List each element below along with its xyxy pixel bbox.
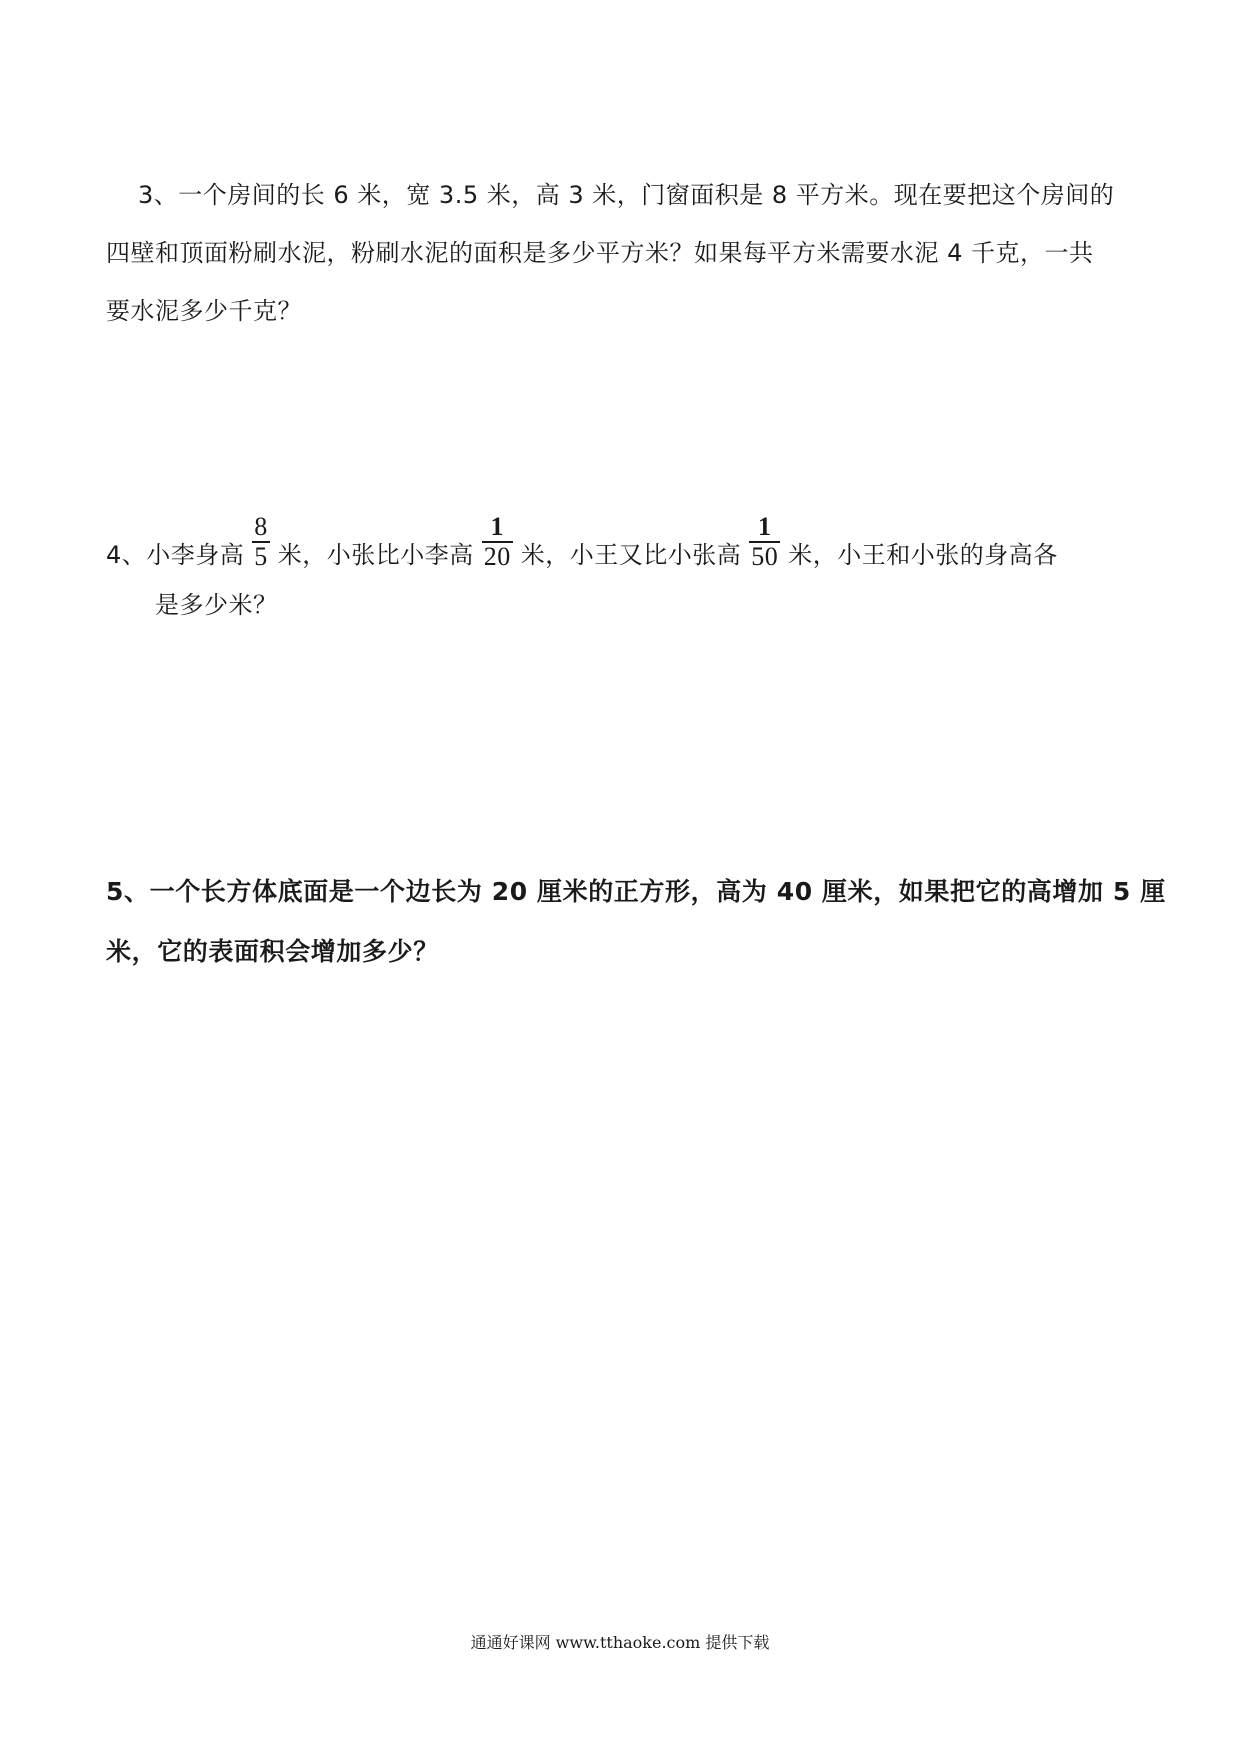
q4-line-1 (106, 512, 1058, 585)
q4-text-part4: 米，小王和小张的身高各 (788, 541, 1058, 569)
fraction-numerator: 1 (749, 513, 780, 543)
q4-line-2: 是多少米？ (155, 591, 278, 619)
fraction-denominator: 50 (751, 542, 779, 571)
q5-line-1: 5、一个长方体底面是一个边长为 20 厘米的正方形，高为 40 厘米，如果把它的高增加 5 厘 (106, 877, 1166, 906)
fraction-numerator: 8 (254, 512, 268, 541)
fraction-denominator: 5 (254, 542, 268, 571)
fraction-numerator: 1 (482, 513, 513, 543)
q4-text-part2: 米，小张比小李高 (277, 541, 474, 569)
q4-text-part1: 4、小李身高 (106, 541, 245, 569)
q3-line-2: 四壁和顶面粉刷水泥，粉刷水泥的面积是多少平方米？如果每平方米需要水泥 4 千克，一共 (106, 239, 1094, 267)
fraction-1-20 (482, 513, 513, 571)
q4-text-part3: 米，小王又比小张高 (520, 541, 742, 569)
q3-line-3: 要水泥多少千克？ (106, 297, 302, 325)
q5-line-2: 米，它的表面积会增加多少？ (106, 937, 439, 966)
page-footer: 通通好课网 www.tthaoke.com 提供下载 (470, 1633, 770, 1652)
fraction-1-50 (749, 513, 780, 571)
fraction-8-5 (252, 513, 270, 571)
fraction-denominator: 20 (483, 542, 511, 571)
q3-line-1: 3、一个房间的长 6 米，宽 3.5 米，高 3 米，门窗面积是 8 平方米。现在要把这个房间的 (138, 181, 1115, 209)
